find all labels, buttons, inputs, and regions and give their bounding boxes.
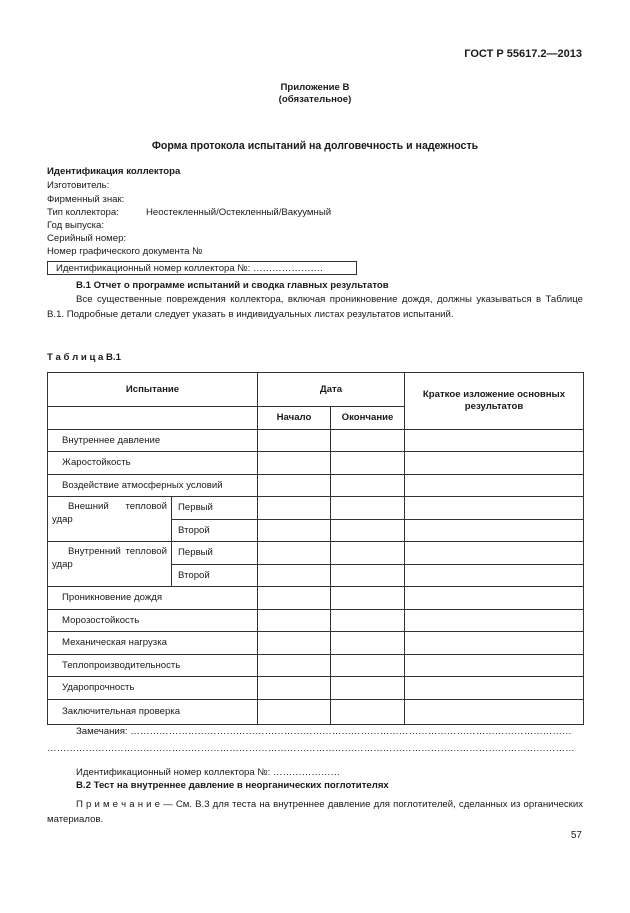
page-number: 57 <box>570 830 582 841</box>
id-number-footer: Идентификационный номер коллектора №: ………………… <box>76 767 341 778</box>
start-cell <box>258 519 331 542</box>
remarks-line: Замечания: ………………………………………………………………………………………………………………………… <box>76 726 572 737</box>
start-cell <box>258 497 331 520</box>
shock-first: Первый <box>172 542 258 565</box>
summary-cell <box>405 542 584 565</box>
table-row <box>48 654 584 677</box>
summary-cell <box>405 474 584 497</box>
summary-cell <box>405 654 584 677</box>
shock-first: Первый <box>172 497 258 520</box>
table-row <box>48 699 584 724</box>
year-label: Год выпуска: <box>47 220 105 231</box>
drawing-number-label: Номер графического документа № <box>47 246 203 257</box>
section-b2-heading: В.2 Тест на внутреннее давление в неорганических поглотителях <box>76 780 389 791</box>
collector-type-label: Тип коллектора: <box>47 207 119 218</box>
header-start: Начало <box>258 407 331 430</box>
start-cell <box>258 452 331 475</box>
section-b1-heading: В.1 Отчет о программе испытаний и сводка главных результатов <box>76 280 389 291</box>
start-cell <box>258 429 331 452</box>
table-row <box>48 542 584 565</box>
table-row <box>48 497 584 520</box>
test-name: Механическая нагрузка <box>48 632 258 655</box>
test-name: Теплопроизводительность <box>48 654 258 677</box>
summary-cell <box>405 452 584 475</box>
end-cell <box>331 632 405 655</box>
internal-thermal-shock: Внутренний тепловой удар <box>48 542 172 587</box>
end-cell <box>331 654 405 677</box>
start-cell <box>258 564 331 587</box>
summary-cell <box>405 587 584 610</box>
test-results-table <box>47 372 584 725</box>
table-row <box>48 452 584 475</box>
table-row <box>48 474 584 497</box>
start-cell <box>258 654 331 677</box>
remarks-line-2: ………………………………………………………………………………………………………………………………………………… <box>47 743 575 754</box>
start-cell <box>258 474 331 497</box>
summary-cell <box>405 519 584 542</box>
header-end: Окончание <box>331 407 405 430</box>
end-cell <box>331 699 405 724</box>
summary-cell <box>405 564 584 587</box>
header-test: Испытание <box>48 373 258 407</box>
end-cell <box>331 564 405 587</box>
start-cell <box>258 542 331 565</box>
serial-label: Серийный номер: <box>47 233 127 244</box>
end-cell <box>331 677 405 700</box>
end-cell <box>331 609 405 632</box>
shock-second: Второй <box>172 564 258 587</box>
header-date: Дата <box>258 373 405 407</box>
identification-heading: Идентификация коллектора <box>47 166 181 177</box>
test-name: Ударопрочность <box>48 677 258 700</box>
summary-cell <box>405 677 584 700</box>
end-cell <box>331 542 405 565</box>
table-row <box>48 677 584 700</box>
table-row <box>48 587 584 610</box>
end-cell <box>331 429 405 452</box>
end-cell <box>331 587 405 610</box>
table-row <box>48 609 584 632</box>
id-number-box: Идентификационный номер коллектора №: …………………. <box>47 261 357 275</box>
table-row <box>48 429 584 452</box>
summary-cell <box>405 609 584 632</box>
end-cell <box>331 519 405 542</box>
header-summary: Краткое изложение основных результатов <box>405 373 584 430</box>
brand-label: Фирменный знак: <box>47 194 125 205</box>
form-title: Форма протокола испытаний на долговечность и надежность <box>151 140 479 152</box>
manufacturer-label: Изготовитель: <box>47 180 110 191</box>
test-name: Жаростойкость <box>48 452 258 475</box>
test-name: Заключительная проверка <box>48 699 258 724</box>
test-name: Проникновение дождя <box>48 587 258 610</box>
end-cell <box>331 452 405 475</box>
start-cell <box>258 609 331 632</box>
external-thermal-shock: Внешний тепловой удар <box>48 497 172 542</box>
appendix-title: Приложение В <box>280 82 350 93</box>
summary-cell <box>405 632 584 655</box>
test-name: Внутреннее давление <box>48 429 258 452</box>
end-cell <box>331 497 405 520</box>
test-name: Морозостойкость <box>48 609 258 632</box>
section-b1-text: Все существенные повреждения коллектора, включая проникновение дождя, должны указываться в Таблице В.1. Подробные детали следует указать в индивидуальных листах результатов испытаний. <box>47 294 583 320</box>
appendix-subtitle: (обязательное) <box>278 94 352 105</box>
note-text: П р и м е ч а н и е — См. В.3 для теста на внутреннее давление для поглотителей, сделанных из органических материалов. <box>47 799 583 825</box>
standard-number: ГОСТ Р 55617.2—2013 <box>464 48 582 60</box>
start-cell <box>258 632 331 655</box>
test-name: Воздействие атмосферных условий <box>48 474 258 497</box>
table-caption: Т а б л и ц а В.1 <box>47 352 121 363</box>
start-cell <box>258 677 331 700</box>
shock-second: Второй <box>172 519 258 542</box>
header-empty-cell <box>48 407 258 430</box>
collector-type-value: Неостекленный/Остекленный/Вакуумный <box>146 207 332 218</box>
start-cell <box>258 587 331 610</box>
end-cell <box>331 474 405 497</box>
start-cell <box>258 699 331 724</box>
summary-cell <box>405 497 584 520</box>
table-row <box>48 632 584 655</box>
summary-cell <box>405 699 584 724</box>
summary-cell <box>405 429 584 452</box>
